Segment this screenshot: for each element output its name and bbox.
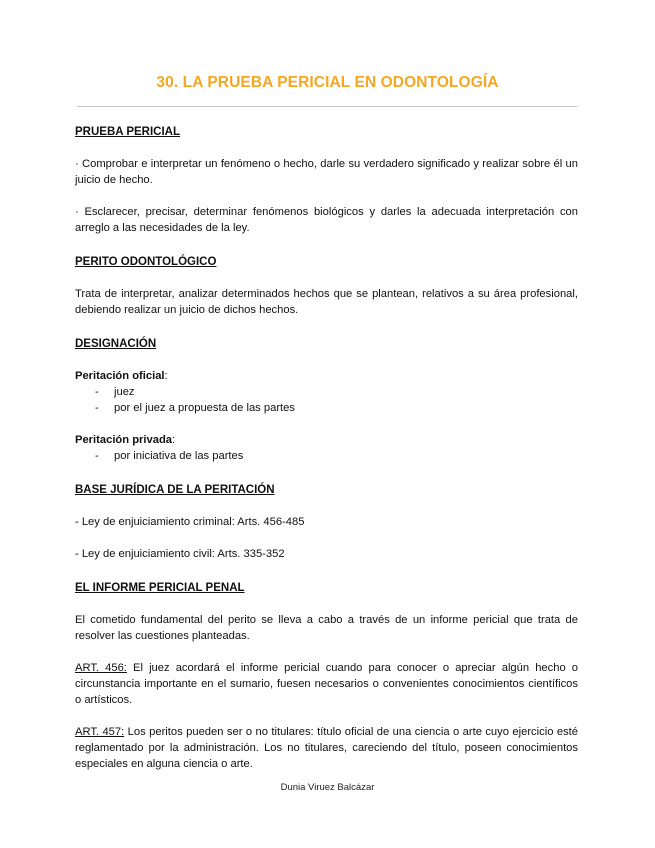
art-457-label: ART. 457:: [75, 726, 125, 738]
paragraph-art-457: [75, 724, 578, 772]
list-peritacion-oficial: [75, 384, 578, 416]
art-456-text: El juez acordará el informe pericial cuando para conocer o apreciar algún hecho o circunstancia importante en el sumario, fuesen necesarios o convenientes conocimientos científicos o artísticos.: [75, 662, 578, 706]
paragraph-prueba-2: · Esclarecer, precisar, determinar fenómenos biológicos y darles la adecuada interpretación con arreglo a las necesidades de la ley.: [75, 206, 578, 234]
heading-base-juridica: BASE JURÍDICA DE LA PERITACIÓN: [75, 484, 275, 496]
heading-prueba-pericial: PRUEBA PERICIAL: [75, 126, 180, 138]
paragraph-art-456: [75, 660, 578, 708]
list-item: [75, 448, 578, 464]
list-item-text: juez: [114, 386, 135, 398]
dash-marker: -: [95, 450, 99, 462]
heading-informe-pericial: EL INFORME PERICIAL PENAL: [75, 582, 245, 594]
paragraph-ley-civil: - Ley de enjuiciamiento civil: Arts. 335-352: [75, 548, 285, 560]
paragraph-prueba-1: · Comprobar e interpretar un fenómeno o hecho, darle su verdadero significado y realizar sobre él un juicio de hecho.: [75, 158, 578, 186]
heading-designacion: DESIGNACIÓN: [75, 338, 157, 350]
page-footer-author: Dunia Viruez Balcázar: [280, 782, 375, 793]
heading-perito: PERITO ODONTOLÓGICO: [75, 256, 217, 268]
title-divider: [77, 106, 577, 107]
art-457-text: Los peritos pueden ser o no titulares: título oficial de una ciencia o arte cuyo ejercicio esté reglamentado por la administración. Los no titulares, careciendo del título, poseen conocimientos especiales en alguna ciencia o arte.: [75, 726, 579, 770]
list-item: [75, 400, 578, 416]
page-title: 30. LA PRUEBA PERICIAL EN ODONTOLOGÍA: [156, 74, 499, 91]
paragraph-informe: El cometido fundamental del perito se lleva a cabo a través de un informe pericial que trata de resolver las cuestiones planteadas.: [75, 614, 578, 642]
dash-marker: -: [95, 402, 99, 414]
art-456-label: ART. 456:: [75, 662, 127, 674]
label-peritacion-privada: [75, 432, 578, 448]
list-peritacion-privada: [75, 448, 578, 464]
list-item: [75, 384, 578, 400]
list-item-text: por iniciativa de las partes: [114, 450, 244, 462]
paragraph-ley-criminal: - Ley de enjuiciamiento criminal: Arts. 456-485: [75, 516, 305, 528]
list-item-text: por el juez a propuesta de las partes: [114, 402, 295, 414]
document-body: [75, 124, 578, 772]
peritacion-privada-text: Peritación privada: [75, 434, 172, 446]
dash-marker: -: [95, 386, 99, 398]
paragraph-perito: Trata de interpretar, analizar determinados hechos que se plantean, relativos a su área profesional, debiendo realizar un juicio de dichos hechos.: [75, 288, 578, 316]
label-peritacion-oficial: [75, 368, 578, 384]
peritacion-oficial-text: Peritación oficial: [75, 370, 165, 382]
colon: :: [172, 434, 176, 446]
colon: :: [164, 370, 168, 382]
